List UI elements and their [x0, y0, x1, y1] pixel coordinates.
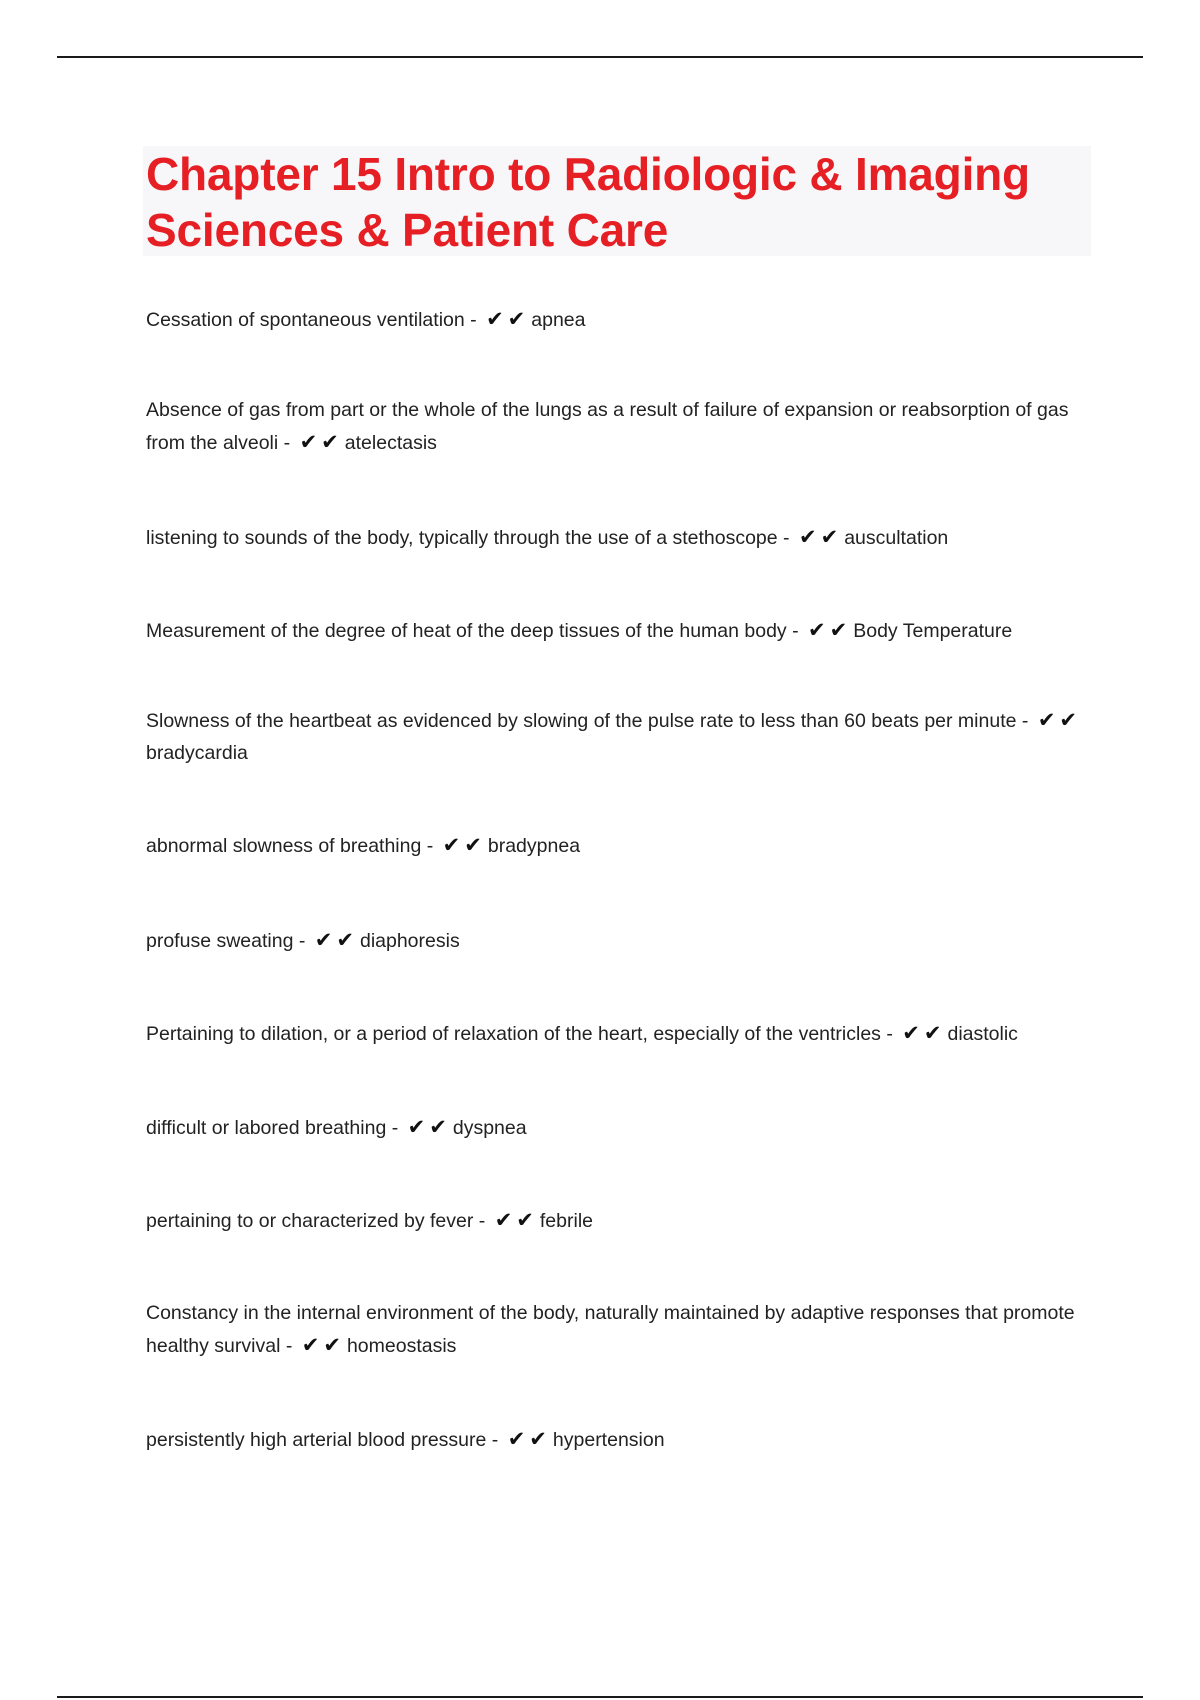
entry-term: Measurement of the degree of heat of the deep tissues of the human body [146, 620, 787, 642]
double-checkmark-icon: ✔✔ [808, 618, 852, 642]
double-checkmark-icon: ✔✔ [407, 1115, 451, 1139]
entry-term: listening to sounds of the body, typically through the use of a stethoscope [146, 527, 778, 549]
separator: - [786, 620, 805, 642]
entry-answer: Body Temperature [853, 620, 1013, 642]
double-checkmark-icon: ✔✔ [301, 1333, 345, 1357]
entry-answer: bradypnea [487, 835, 581, 857]
entry-answer: febrile [539, 1210, 594, 1232]
entry-term: Cessation of spontaneous ventilation [146, 309, 465, 331]
separator: - [278, 432, 296, 454]
double-checkmark-icon: ✔✔ [299, 430, 343, 454]
entry-term: difficult or labored breathing [146, 1117, 387, 1139]
list-item [146, 614, 1086, 647]
entry-term: Pertaining to dilation, or a period of relaxation of the heart, especially of the ventricles [146, 1023, 881, 1045]
double-checkmark-icon: ✔✔ [798, 525, 843, 549]
double-checkmark-icon: ✔✔ [442, 833, 486, 857]
entry-term: persistently high arterial blood pressure [146, 1429, 487, 1451]
list-item [146, 394, 1086, 459]
separator: - [1016, 710, 1034, 732]
separator: - [486, 1429, 504, 1451]
list-item [146, 924, 1086, 957]
list-item [146, 829, 1086, 862]
page-title: Chapter 15 Intro to Radiologic & Imaging Sciences & Patient Care [146, 148, 1030, 256]
separator: - [293, 930, 311, 952]
entry-answer: apnea [531, 309, 586, 331]
entry-answer: homeostasis [346, 1335, 457, 1357]
list-item [146, 1204, 1086, 1237]
entry-term: pertaining to or characterized by fever [146, 1210, 474, 1232]
entry-answer: dyspnea [452, 1117, 527, 1139]
double-checkmark-icon: ✔✔ [486, 307, 530, 331]
list-item [146, 303, 1086, 336]
list-item [146, 1017, 1086, 1050]
separator: - [280, 1335, 298, 1357]
entry-answer: diaphoresis [359, 930, 460, 952]
bottom-rule [57, 1696, 1143, 1698]
separator: - [880, 1023, 899, 1045]
entry-answer: auscultation [844, 527, 949, 549]
list-item [146, 1423, 1086, 1456]
entry-answer: atelectasis [344, 432, 437, 454]
entry-answer: diastolic [947, 1023, 1018, 1045]
list-item [146, 704, 1086, 769]
double-checkmark-icon: ✔✔ [902, 1021, 946, 1045]
entry-term: Slowness of the heartbeat as evidenced by slowing of the pulse rate to less than 60 beats per minute [146, 710, 1017, 732]
double-checkmark-icon: ✔✔ [1037, 708, 1082, 732]
entry-answer: hypertension [552, 1429, 665, 1451]
separator: - [421, 835, 439, 857]
separator: - [386, 1117, 404, 1139]
separator: - [464, 309, 483, 331]
entry-answer: bradycardia [146, 742, 248, 764]
double-checkmark-icon: ✔✔ [507, 1427, 551, 1451]
double-checkmark-icon: ✔✔ [314, 928, 358, 952]
list-item [146, 1297, 1086, 1362]
separator: - [473, 1210, 491, 1232]
separator: - [777, 527, 795, 549]
list-item [146, 521, 1086, 554]
entry-term: profuse sweating [146, 930, 294, 952]
top-rule [57, 56, 1143, 58]
list-item [146, 1111, 1086, 1144]
entry-term: Constancy in the internal environment of the body, naturally maintained by adaptive responses that promote healthy survival [146, 1302, 1075, 1357]
entry-term: Absence of gas from part or the whole of the lungs as a result of failure of expansion or reabsorption of gas from the alveoli [146, 399, 1069, 454]
entry-term: abnormal slowness of breathing [146, 835, 422, 857]
double-checkmark-icon: ✔✔ [494, 1208, 538, 1232]
